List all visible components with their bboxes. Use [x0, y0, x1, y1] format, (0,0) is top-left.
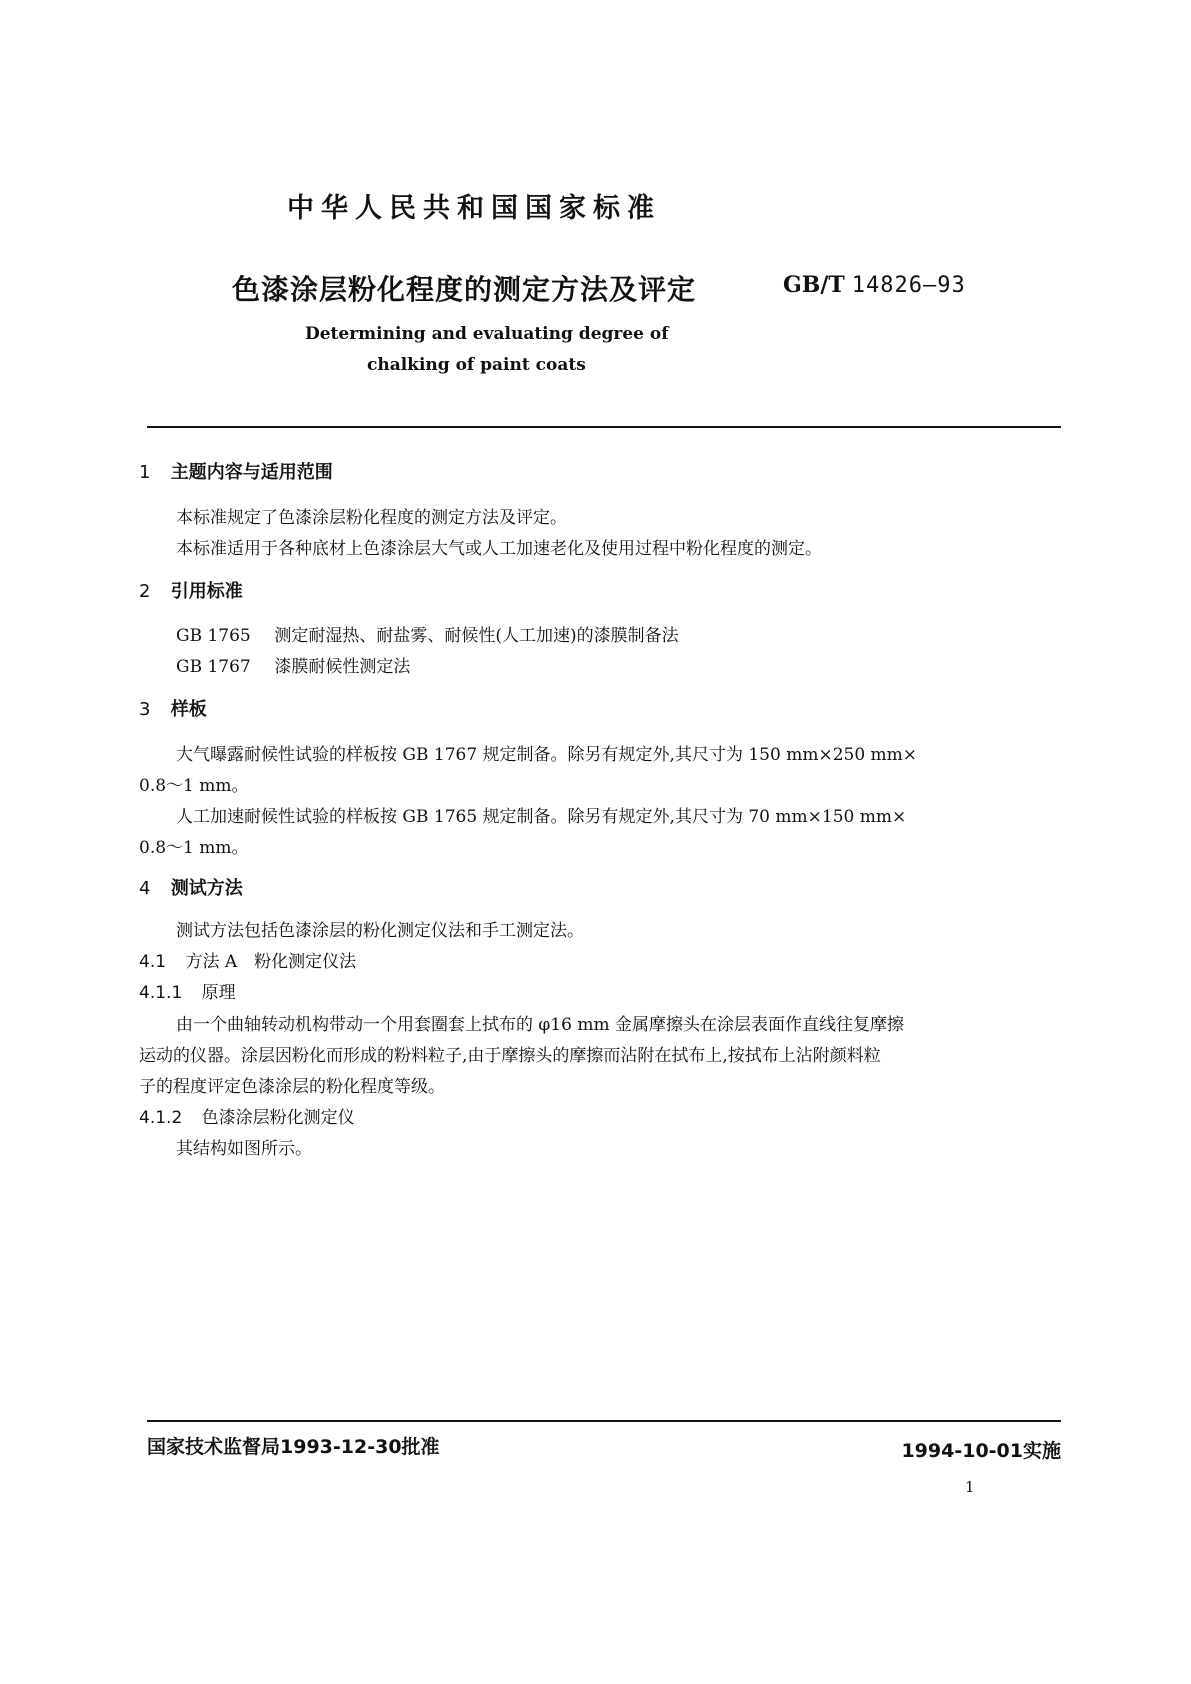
page-number: 1	[965, 1478, 975, 1496]
header-divider	[147, 426, 1061, 428]
section-3-paragraph-1-line1: 大气曝露耐候性试验的样板按 GB 1767 规定制备。除另有规定外,其尺寸为 150 mm×250 mm×	[176, 745, 918, 765]
subsection-4-1-2-paragraph: 其结构如图所示。	[176, 1139, 312, 1159]
subsection-4-1-1-heading	[139, 978, 236, 1003]
section-3-heading	[139, 695, 207, 721]
section-4-heading	[139, 874, 243, 900]
principle-line-1: 由一个曲轴转动机构带动一个用套圈套上拭布的 φ16 mm 金属摩擦头在涂层表面作直线往复摩擦	[176, 1015, 904, 1035]
principle-line-3: 子的程度评定色漆涂层的粉化程度等级。	[139, 1077, 445, 1097]
approval-line: 国家技术监督局1993-12-30批准	[147, 1436, 440, 1458]
effective-date-line: 1994-10-01实施	[901, 1440, 1061, 1462]
footer-divider	[147, 1420, 1061, 1422]
principle-line-2: 运动的仪器。涂层因粉化而形成的粉料粒子,由于摩擦头的摩擦而沾附在拭布上,按拭布上沾附颜料粒	[139, 1046, 881, 1066]
section-title: 样板	[170, 699, 207, 720]
subsection-4-1-heading	[139, 947, 356, 972]
section-title: 引用标准	[170, 581, 243, 602]
subsection-number: 4.1.1	[139, 983, 183, 1003]
section-number: 4	[139, 878, 151, 899]
section-title: 测试方法	[170, 878, 243, 899]
section-3-paragraph-2-line2: 0.8～1 mm。	[139, 838, 249, 858]
section-2-heading	[139, 577, 243, 603]
section-3-paragraph-1-line2: 0.8～1 mm。	[139, 776, 249, 796]
section-3-paragraph-2-line1: 人工加速耐候性试验的样板按 GB 1765 规定制备。除另有规定外,其尺寸为 70 mm×150 mm×	[176, 807, 907, 827]
document-title-en-line1: Determining and evaluating degree of	[305, 324, 669, 344]
standard-prefix: GB/T	[783, 272, 845, 298]
reference-code: GB 1767	[176, 657, 251, 677]
reference-title: 测定耐湿热、耐盐雾、耐候性(人工加速)的漆膜制备法	[274, 626, 679, 646]
reference-item	[176, 652, 410, 677]
section-4-paragraph: 测试方法包括色漆涂层的粉化测定仪法和手工测定法。	[176, 921, 584, 941]
subsection-title: 色漆涂层粉化测定仪	[201, 1108, 355, 1128]
section-number: 3	[139, 699, 151, 720]
subsection-title: 方法 A 粉化测定仪法	[185, 952, 357, 972]
standard-number	[783, 272, 966, 298]
document-title-en-line2: chalking of paint coats	[367, 355, 586, 375]
subsection-number: 4.1	[139, 952, 167, 972]
national-standard-heading: 中华人民共和国国家标准	[287, 193, 661, 224]
subsection-title: 原理	[201, 983, 236, 1003]
section-number: 2	[139, 581, 151, 602]
standard-code: 14826—93	[851, 273, 966, 298]
subsection-4-1-2-heading	[139, 1103, 355, 1128]
section-title: 主题内容与适用范围	[170, 462, 333, 483]
subsection-number: 4.1.2	[139, 1108, 183, 1128]
reference-item	[176, 621, 679, 646]
section-1-paragraph-2: 本标准适用于各种底材上色漆涂层大气或人工加速老化及使用过程中粉化程度的测定。	[176, 539, 822, 559]
section-1-paragraph-1: 本标准规定了色漆涂层粉化程度的测定方法及评定。	[176, 508, 567, 528]
reference-code: GB 1765	[176, 626, 251, 646]
document-title-cn: 色漆涂层粉化程度的测定方法及评定	[232, 273, 697, 306]
section-number: 1	[139, 462, 151, 483]
section-1-heading	[139, 458, 333, 484]
reference-title: 漆膜耐候性测定法	[274, 657, 411, 677]
